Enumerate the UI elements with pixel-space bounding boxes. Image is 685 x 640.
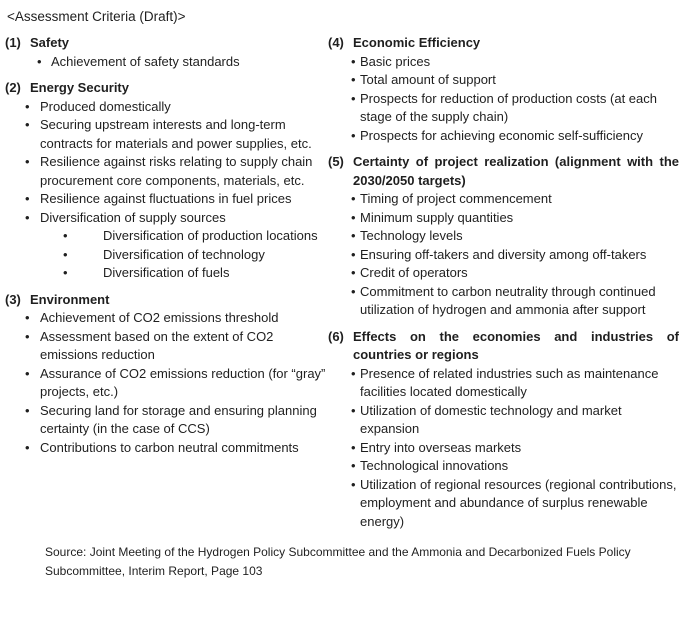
column-right <box>328 26 679 531</box>
bullet-icon: • <box>351 265 356 280</box>
section-heading <box>328 153 679 190</box>
list-item <box>5 153 328 190</box>
list-item-text: Prospects for achieving economic self-sufficiency <box>360 127 643 143</box>
section-heading <box>5 291 328 310</box>
list-item-text: Contributions to carbon neutral commitments <box>40 439 299 455</box>
list-item <box>5 227 328 246</box>
section-heading <box>328 328 679 365</box>
source-note: Source: Joint Meeting of the Hydrogen Policy Subcommittee and the Ammonia and Decarbonized Fuels Policy Subcommittee, Interim Report, Page 103 <box>45 545 631 578</box>
list-item-text: Diversification of supply sources <box>40 209 226 225</box>
list-item <box>5 53 328 72</box>
bullet-icon: • <box>351 191 356 206</box>
section-title: Effects on the economies and industries of countries or regions <box>353 328 679 362</box>
bullet-icon: • <box>351 365 356 381</box>
section-title: Certainty of project realization (alignment with the 2030/2050 targets) <box>353 154 679 188</box>
criteria-section <box>5 291 328 458</box>
criteria-section <box>328 328 679 532</box>
list-item <box>328 283 679 320</box>
bullet-icon: • <box>63 228 68 243</box>
list-item-text: Resilience against risks relating to supply chain procurement core components, materials, etc. <box>40 154 313 188</box>
section-number: (3) <box>5 291 21 307</box>
bullet-icon: • <box>25 154 30 169</box>
list-item <box>328 365 679 402</box>
section-heading <box>328 34 679 53</box>
list-item <box>5 439 328 458</box>
list-item <box>328 209 679 228</box>
list-item-text: Timing of project commencement <box>360 191 552 206</box>
bullet-icon: • <box>25 365 30 381</box>
section-title: Economic Efficiency <box>353 35 481 50</box>
section-number: (5) <box>328 154 344 169</box>
list-item-text: Entry into overseas markets <box>360 439 522 455</box>
list-item-text: Produced domestically <box>40 98 171 114</box>
bullet-icon: • <box>25 402 30 418</box>
bullet-icon: • <box>351 439 356 455</box>
list-item-text: Assessment based on the extent of CO2 emissions reduction <box>40 328 274 362</box>
list-item <box>5 264 328 283</box>
list-item-text: Total amount of support <box>360 72 496 87</box>
bullet-icon: • <box>351 246 356 262</box>
list-item <box>5 190 328 209</box>
section-number: (6) <box>328 328 344 344</box>
list-item-text: Securing upstream interests and long-term contracts for materials and power supplies, etc. <box>40 117 312 151</box>
list-item-text: Diversification of technology <box>103 246 265 262</box>
bullet-icon: • <box>25 310 30 325</box>
list-item-text: Presence of related industries such as maintenance facilities located domestically <box>360 365 659 399</box>
list-item-text: Credit of operators <box>360 265 468 280</box>
list-item <box>328 246 679 265</box>
bullet-icon: • <box>351 209 356 225</box>
bullet-icon: • <box>351 72 356 87</box>
bullet-icon: • <box>25 98 30 114</box>
list-item-text: Assurance of CO2 emissions reduction (for “gray” projects, etc.) <box>40 365 326 399</box>
list-item-text: Resilience against fluctuations in fuel prices <box>40 191 292 206</box>
list-item <box>5 402 328 439</box>
list-item <box>328 190 679 209</box>
list-item-text: Achievement of CO2 emissions threshold <box>40 310 279 325</box>
section-title: Environment <box>30 291 110 307</box>
section-heading <box>5 34 328 53</box>
list-item <box>328 402 679 439</box>
bullet-icon: • <box>351 476 356 492</box>
two-column-layout <box>5 26 679 531</box>
bullet-icon: • <box>37 53 42 69</box>
bullet-icon: • <box>25 439 30 455</box>
list-item-text: Diversification of production locations <box>103 228 318 243</box>
section-number: (4) <box>328 35 344 50</box>
section-number: (2) <box>5 80 21 95</box>
list-item-text: Securing land for storage and ensuring planning certainty (in the case of CCS) <box>40 402 317 436</box>
bullet-icon: • <box>25 209 30 225</box>
section-heading <box>5 79 328 98</box>
list-item <box>328 71 679 90</box>
list-item <box>328 264 679 283</box>
bullet-icon: • <box>351 53 356 69</box>
section-title: Safety <box>30 35 70 50</box>
list-item <box>328 127 679 146</box>
bullet-icon: • <box>351 127 356 143</box>
list-item <box>5 116 328 153</box>
list-item-text: Technology levels <box>360 228 463 243</box>
list-item-text: Basic prices <box>360 53 431 69</box>
criteria-section <box>5 34 328 71</box>
list-item <box>5 309 328 328</box>
list-item <box>328 439 679 458</box>
list-item <box>5 246 328 265</box>
list-item <box>328 90 679 127</box>
list-item-text: Technological innovations <box>360 458 509 473</box>
list-item <box>5 328 328 365</box>
column-left <box>5 26 328 457</box>
list-item-text: Minimum supply quantities <box>360 209 514 225</box>
section-number: (1) <box>5 35 21 50</box>
list-item <box>5 365 328 402</box>
criteria-section <box>328 153 679 320</box>
list-item-text: Prospects for reduction of production costs (at each stage of the supply chain) <box>360 90 657 124</box>
list-item <box>328 457 679 476</box>
bullet-icon: • <box>351 283 356 299</box>
bullet-icon: • <box>351 402 356 418</box>
bullet-icon: • <box>351 90 356 106</box>
list-item-text: Utilization of domestic technology and market expansion <box>360 402 622 436</box>
bullet-icon: • <box>25 117 30 132</box>
bullet-icon: • <box>63 265 68 280</box>
list-item-text: Utilization of regional resources (regional contributions, employment and abundance of surplus renewable energy) <box>360 476 677 529</box>
list-item <box>328 476 679 532</box>
list-item <box>328 53 679 72</box>
list-item-text: Diversification of fuels <box>103 265 230 280</box>
list-item <box>328 227 679 246</box>
criteria-section <box>328 34 679 145</box>
list-item-text: Commitment to carbon neutrality through continued utilization of hydrogen and ammonia after support <box>360 283 656 317</box>
bullet-icon: • <box>351 458 356 473</box>
bullet-icon: • <box>351 228 356 243</box>
bullet-icon: • <box>25 191 30 206</box>
list-item-text: Achievement of safety standards <box>51 53 240 69</box>
criteria-section <box>5 79 328 283</box>
list-item <box>5 98 328 117</box>
page-title: <Assessment Criteria (Draft)> <box>7 9 186 24</box>
list-item-text: Ensuring off-takers and diversity among off-takers <box>360 246 647 262</box>
bullet-icon: • <box>25 328 30 344</box>
section-title: Energy Security <box>30 80 129 95</box>
list-item <box>5 209 328 228</box>
bullet-icon: • <box>63 246 68 262</box>
